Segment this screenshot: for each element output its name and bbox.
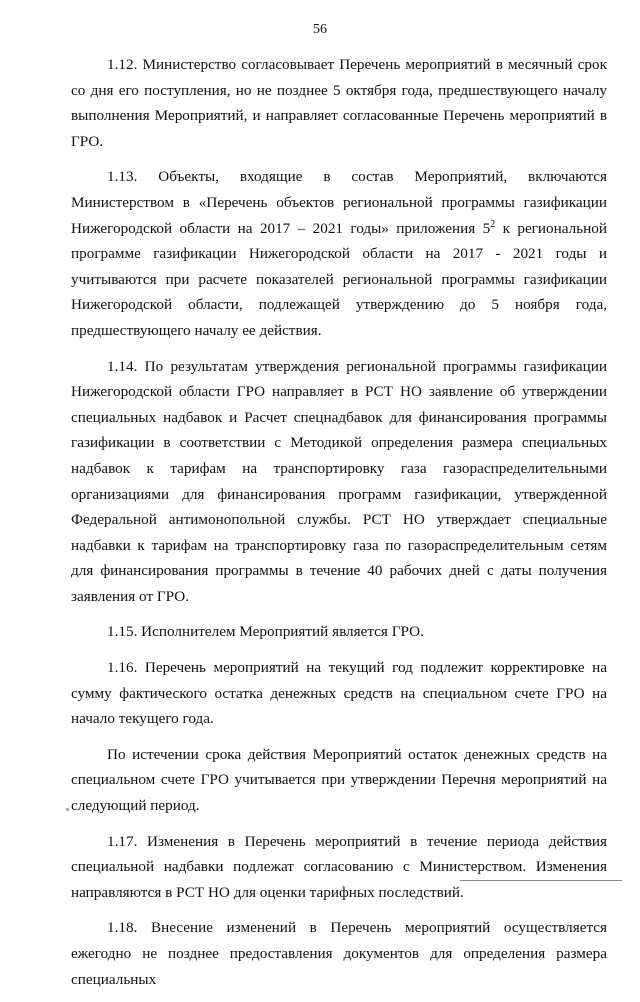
paragraph-1-16-continued: По истечении срока действия Мероприятий остаток денежных средств на специальном счете ГРО учитывается при утверждении Перечня мероприятий на следующий период. (71, 745, 607, 815)
footer-rule (460, 880, 622, 881)
page-number: 56 (313, 22, 327, 37)
paragraph-1-13-part1: 1.13. Объекты, входящие в состав Мероприятий, включаются Министерством в «Перечень объектов региональной программы газификации Нижегородской области на 2017 – 2021 годы» приложения 5 (71, 168, 607, 237)
paragraph-1-14: 1.14. По результатам утверждения региональной программы газификации Нижегородской области ГРО направляет в РСТ НО заявление об утверждении специальных надбавок и Расчет спецнадбавок для финансирования программы газификации в соответствии с Методикой определения размера специальных надбавок к тарифам на транспортировку газа газораспределительными организациями для финансирования программ газификации, утвержденной Федеральной антимонопольной службы. РСТ НО утверждает специальные надбавки к тарифам на транспортировку газа по газораспределительным сетям для финансирования программы в течение 40 рабочих дней с даты получения заявления от ГРО. (71, 357, 607, 605)
paragraph-1-13 (71, 164, 607, 343)
paragraph-1-15: 1.15. Исполнителем Мероприятий является ГРО. (107, 623, 424, 641)
paragraph-1-13-part2: к региональной программе газификации Нижегородской области на 2017 - 2021 годы и учитываются при расчете показателей региональной программы газификации Нижегородской области, подлежащей утверждению до 5 ноября года, предшествующего началу ее действия. (71, 219, 607, 339)
paragraph-1-18: 1.18. Внесение изменений в Перечень мероприятий осуществляется ежегодно не позднее предоставления документов для определения размера специальных (71, 919, 607, 988)
paragraph-1-16: 1.16. Перечень мероприятий на текущий год подлежит корректировке на сумму фактического остатка денежных средств на специальном счете ГРО на начало текущего года. (71, 659, 607, 728)
scan-mark (66, 808, 69, 811)
document-body (71, 52, 607, 1002)
paragraph-1-12: 1.12. Министерство согласовывает Перечень мероприятий в месячный срок со дня его поступления, но не позднее 5 октября года, предшествующего началу выполнения Мероприятий, и направляет согласованные Перечень мероприятий в ГРО. (71, 56, 607, 150)
paragraph-1-17: 1.17. Изменения в Перечень мероприятий в течение периода действия специальной надбавки подлежат согласованию с Министерством. Изменения направляются в РСТ НО для оценки тарифных последствий. (71, 832, 607, 901)
superscript-2: 2 (490, 218, 496, 230)
